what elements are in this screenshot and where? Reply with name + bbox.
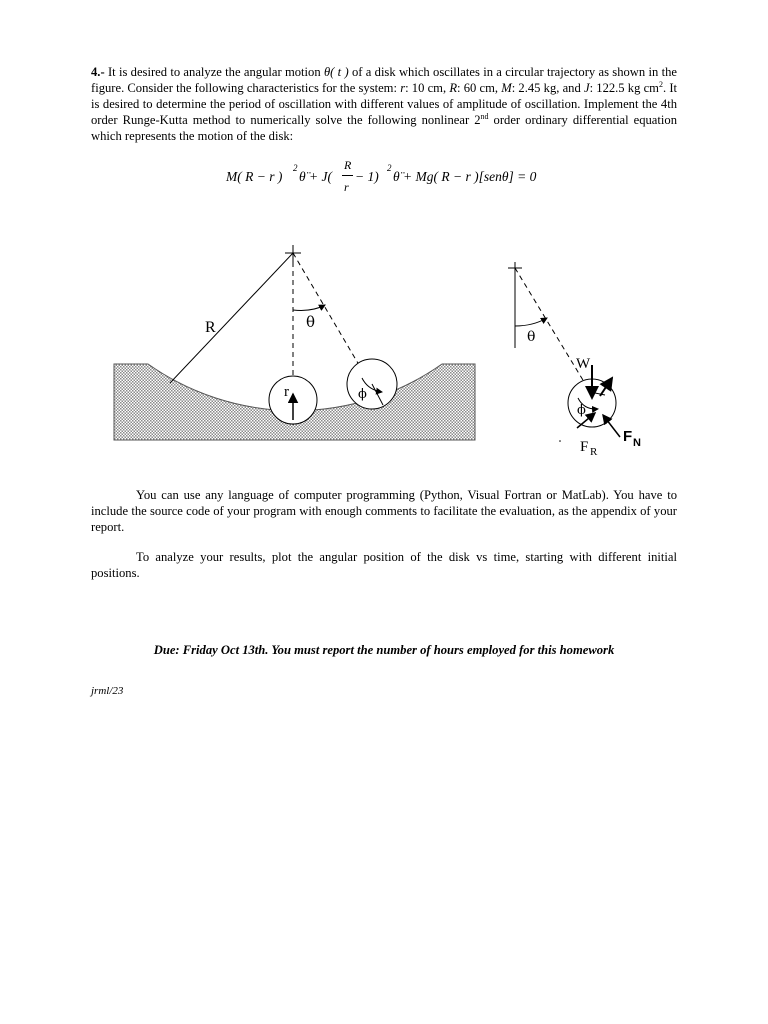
- theta-of-t: θ( t ): [323, 65, 349, 79]
- intro-text-4: order ordinary differential equation which represents the motion of the disk:: [91, 113, 677, 143]
- J-exponent: 2: [658, 79, 663, 89]
- label-FN: F: [623, 428, 633, 445]
- label-phi: ϕ: [358, 387, 367, 402]
- label-theta: θ: [306, 313, 316, 331]
- radius-line: [170, 253, 293, 383]
- R-value: : 60 cm,: [457, 81, 502, 95]
- label-phi-2: ϕ: [577, 403, 586, 418]
- label-r: r: [284, 384, 289, 400]
- label-R: R: [205, 319, 216, 336]
- problem-number: 4.-: [91, 65, 105, 79]
- eq-part-3: − 1): [355, 169, 379, 184]
- intro-text-1: It is desired to analyze the angular motion: [104, 65, 324, 79]
- intro-text-3: . It is desired to determine the period of oscillation with different values of amplitude of oscillation. Implement the 4th order Runge-Kutta method to numerically solve the following nonlinear 2: [91, 81, 678, 127]
- label-FR-sub: R: [590, 446, 598, 458]
- label-FN-sub: N: [633, 437, 641, 449]
- due-date-line: Due: Friday Oct 13th. You must report the number of hours employed for this homework: [153, 643, 615, 657]
- label-FR: F: [580, 439, 589, 455]
- intro-text-2: of a disk which oscillates in a circular trajectory as shown in the figure. Consider the following characteristics for the system:: [91, 65, 677, 95]
- analysis-paragraph: To analyze your results, plot the angular position of the disk vs time, starting with different initial positions.: [91, 550, 677, 580]
- M-label: M: [501, 81, 512, 95]
- theta-arc: [293, 305, 325, 310]
- label-W: W: [576, 356, 591, 372]
- eq-exponent-2: 2: [387, 163, 392, 173]
- r-value: : 10 cm,: [405, 81, 450, 95]
- r-label: r: [400, 81, 406, 95]
- eq-part-2: θ̈ + J(: [299, 169, 332, 184]
- label-theta-2: θ: [527, 329, 536, 345]
- free-body-diagram: [508, 262, 620, 442]
- M-value: : 2.45 kg, and: [511, 81, 584, 95]
- J-value: : 122.5 kg cm: [589, 81, 659, 95]
- programming-paragraph: You can use any language of computer programming (Python, Visual Fortran or MatLab). You have to include the source code of your program with enough comments to facilitate the evaluation, as the appendix of your report.: [91, 488, 677, 534]
- J-label: J: [583, 81, 590, 95]
- R-label: R: [449, 81, 458, 95]
- eq-exponent-1: 2: [293, 163, 298, 173]
- author-signature: jrml/23: [91, 685, 124, 697]
- eq-part-4: θ̈ + Mg( R − r )[senθ] = 0: [393, 169, 537, 184]
- eq-part-1: M( R − r ): [226, 169, 283, 184]
- nd-superscript: nd: [480, 111, 489, 121]
- eq-fraction-numerator: R: [344, 158, 352, 172]
- eq-fraction-denominator: r: [344, 180, 349, 194]
